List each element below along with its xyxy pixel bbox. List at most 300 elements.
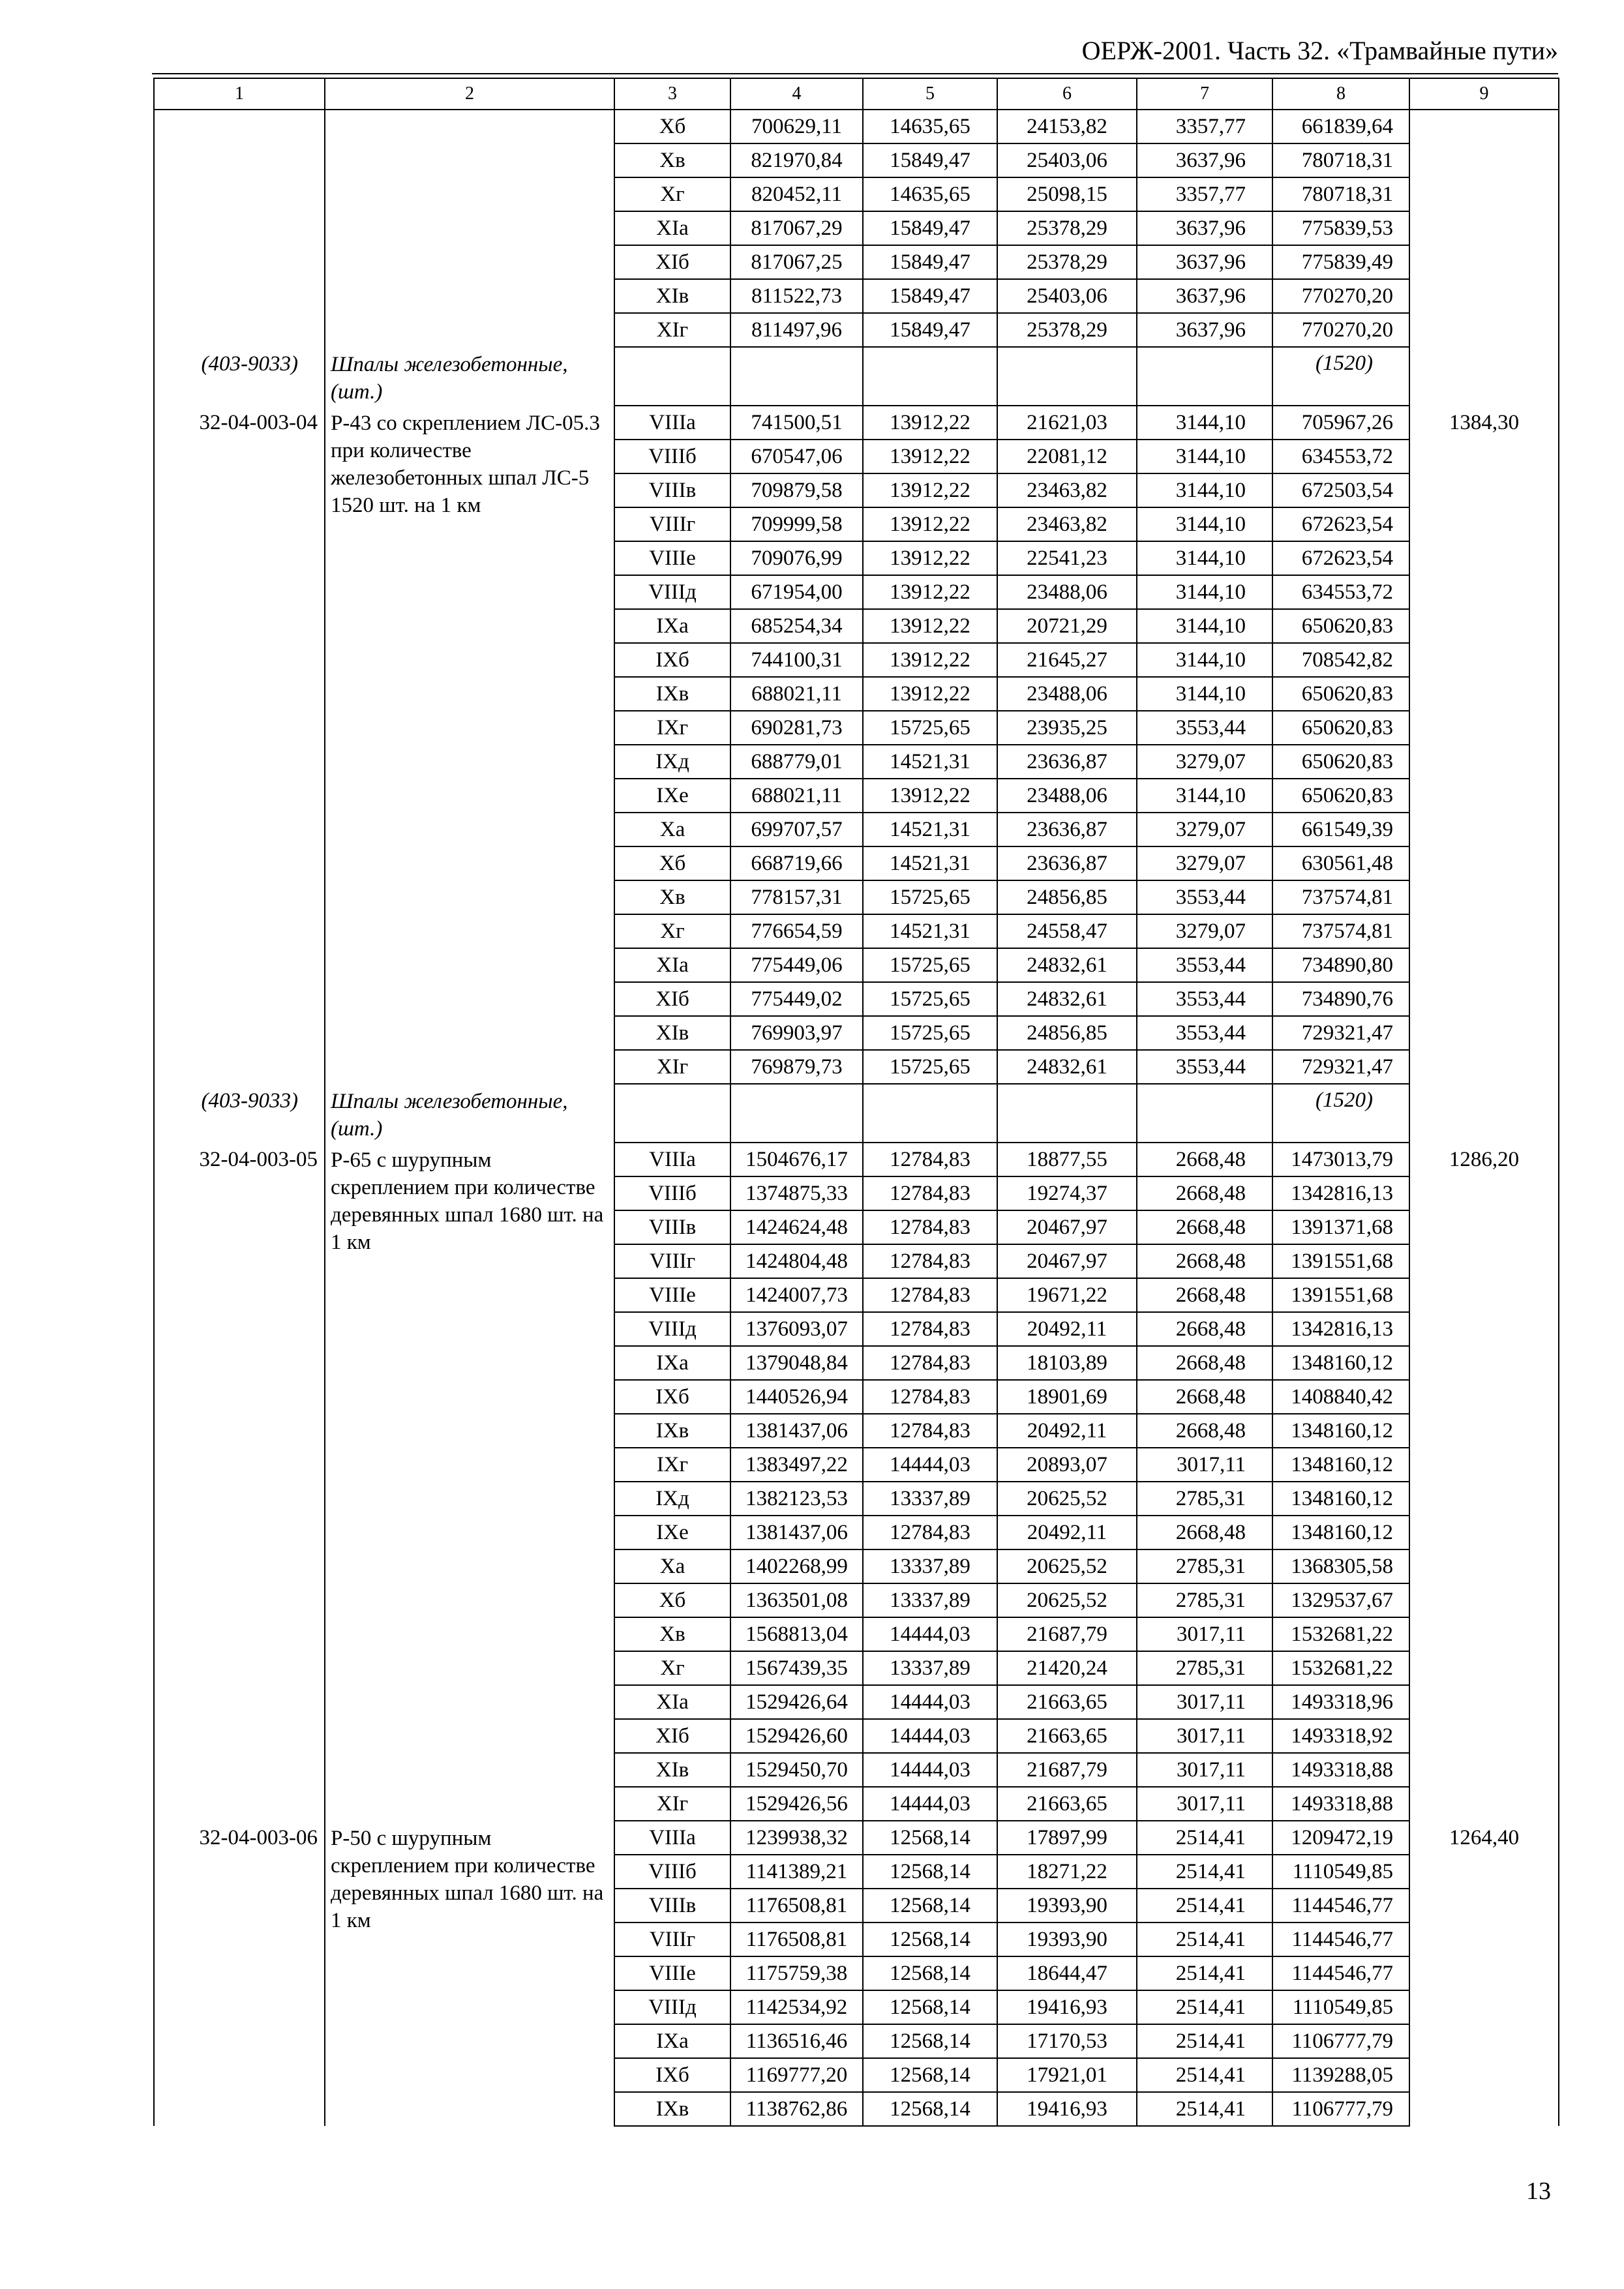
machine-operation-cell: 21663,65 — [997, 1787, 1137, 1821]
materials-cell: 1348160,12 — [1272, 1414, 1409, 1448]
labor-wages-cell: 12568,14 — [863, 1956, 997, 1990]
running-header: ОЕРЖ-2001. Часть 32. «Трамвайные пути» — [1081, 36, 1558, 65]
direct-cost-cell: 1376093,07 — [730, 1312, 863, 1346]
direct-cost-cell: 1381437,06 — [730, 1516, 863, 1549]
machinist-wages-cell: 3553,44 — [1137, 711, 1272, 745]
zone-cell: IXа — [614, 2024, 730, 2058]
direct-cost-cell: 688021,11 — [730, 677, 863, 711]
machinist-wages-cell: 3637,96 — [1137, 143, 1272, 177]
zone-cell: ХIа — [614, 1685, 730, 1719]
machine-operation-cell: 25403,06 — [997, 143, 1137, 177]
machinist-wages-cell: 3144,10 — [1137, 609, 1272, 643]
labor-cost-cell: 1384,30 — [1409, 406, 1559, 1084]
direct-cost-cell: 1383497,22 — [730, 1448, 863, 1482]
machinist-wages-cell: 2668,48 — [1137, 1210, 1272, 1244]
zone-cell: IXв — [614, 677, 730, 711]
direct-cost-cell: 1176508,81 — [730, 1889, 863, 1922]
zone-cell: IXе — [614, 1516, 730, 1549]
resource-quantity: (1520) — [1272, 347, 1409, 406]
col-header-3: 3 — [614, 78, 730, 110]
labor-wages-cell: 12568,14 — [863, 2024, 997, 2058]
direct-cost-cell: 1440526,94 — [730, 1380, 863, 1414]
materials-cell: 705967,26 — [1272, 406, 1409, 440]
machine-operation-cell: 18644,47 — [997, 1956, 1137, 1990]
labor-wages-cell: 15725,65 — [863, 1016, 997, 1050]
empty-cell — [730, 347, 863, 406]
machine-operation-cell: 21663,65 — [997, 1685, 1137, 1719]
labor-wages-cell: 12568,14 — [863, 1922, 997, 1956]
zone-cell: VIIIе — [614, 1956, 730, 1990]
machine-operation-cell: 20492,11 — [997, 1516, 1137, 1549]
col-header-8: 8 — [1272, 78, 1409, 110]
table-row — [154, 406, 1559, 440]
rate-description — [325, 110, 614, 347]
materials-cell: 1348160,12 — [1272, 1482, 1409, 1516]
machinist-wages-cell: 3144,10 — [1137, 541, 1272, 575]
zone-cell: ХIа — [614, 211, 730, 245]
empty-cell — [1137, 1084, 1272, 1143]
labor-wages-cell: 14444,03 — [863, 1448, 997, 1482]
materials-cell: 1144546,77 — [1272, 1889, 1409, 1922]
labor-cost-cell: 1286,20 — [1409, 1143, 1559, 1821]
machine-operation-cell: 21645,27 — [997, 643, 1137, 677]
zone-cell: VIIIа — [614, 1143, 730, 1176]
materials-cell: 1144546,77 — [1272, 1922, 1409, 1956]
machinist-wages-cell: 2668,48 — [1137, 1414, 1272, 1448]
labor-wages-cell: 13337,89 — [863, 1482, 997, 1516]
direct-cost-cell: 1141389,21 — [730, 1855, 863, 1889]
direct-cost-cell: 1529450,70 — [730, 1753, 863, 1787]
materials-cell: 734890,80 — [1272, 948, 1409, 982]
materials-cell: 1473013,79 — [1272, 1143, 1409, 1176]
zone-cell: IXд — [614, 1482, 730, 1516]
zone-cell: IXб — [614, 1380, 730, 1414]
zone-cell: IXд — [614, 745, 730, 779]
zone-cell: ХIв — [614, 1016, 730, 1050]
direct-cost-cell: 1374875,33 — [730, 1176, 863, 1210]
machinist-wages-cell: 3553,44 — [1137, 1016, 1272, 1050]
zone-cell: Ха — [614, 1549, 730, 1583]
labor-wages-cell: 14521,31 — [863, 745, 997, 779]
direct-cost-cell: 1379048,84 — [730, 1346, 863, 1380]
labor-wages-cell: 13912,22 — [863, 677, 997, 711]
materials-cell: 1391551,68 — [1272, 1244, 1409, 1278]
machine-operation-cell: 19416,93 — [997, 1990, 1137, 2024]
col-header-4: 4 — [730, 78, 863, 110]
machine-operation-cell: 22541,23 — [997, 541, 1137, 575]
col-header-7: 7 — [1137, 78, 1272, 110]
direct-cost-cell: 776654,59 — [730, 914, 863, 948]
direct-cost-cell: 1363501,08 — [730, 1583, 863, 1617]
machine-operation-cell: 23636,87 — [997, 813, 1137, 846]
empty-cell — [614, 1084, 730, 1143]
materials-cell: 661549,39 — [1272, 813, 1409, 846]
materials-cell: 1408840,42 — [1272, 1380, 1409, 1414]
labor-wages-cell: 15725,65 — [863, 1050, 997, 1084]
direct-cost-cell: 769903,97 — [730, 1016, 863, 1050]
direct-cost-cell: 1504676,17 — [730, 1143, 863, 1176]
machine-operation-cell: 18877,55 — [997, 1143, 1137, 1176]
labor-wages-cell: 15725,65 — [863, 948, 997, 982]
machinist-wages-cell: 2668,48 — [1137, 1244, 1272, 1278]
machinist-wages-cell: 3279,07 — [1137, 914, 1272, 948]
materials-cell: 650620,83 — [1272, 677, 1409, 711]
labor-wages-cell: 12784,83 — [863, 1312, 997, 1346]
labor-wages-cell: 14444,03 — [863, 1753, 997, 1787]
direct-cost-cell: 817067,29 — [730, 211, 863, 245]
machine-operation-cell: 21687,79 — [997, 1753, 1137, 1787]
zone-cell: VIIIд — [614, 1990, 730, 2024]
zone-cell: ХIв — [614, 279, 730, 313]
direct-cost-cell: 1176508,81 — [730, 1922, 863, 1956]
machinist-wages-cell: 2668,48 — [1137, 1346, 1272, 1380]
machine-operation-cell: 19416,93 — [997, 2092, 1137, 2126]
machine-operation-cell: 24832,61 — [997, 948, 1137, 982]
machine-operation-cell: 20492,11 — [997, 1414, 1137, 1448]
machine-operation-cell: 20467,97 — [997, 1244, 1137, 1278]
col-header-1: 1 — [154, 78, 325, 110]
direct-cost-cell: 1568813,04 — [730, 1617, 863, 1651]
materials-cell: 630561,48 — [1272, 846, 1409, 880]
column-number-row — [154, 78, 1559, 110]
labor-wages-cell: 12784,83 — [863, 1143, 997, 1176]
zone-cell: ХIб — [614, 1719, 730, 1753]
machine-operation-cell: 24153,82 — [997, 110, 1137, 143]
materials-cell: 1532681,22 — [1272, 1617, 1409, 1651]
materials-cell: 708542,82 — [1272, 643, 1409, 677]
zone-cell: IXв — [614, 1414, 730, 1448]
zone-cell: Хг — [614, 177, 730, 211]
labor-wages-cell: 14444,03 — [863, 1787, 997, 1821]
labor-wages-cell: 15725,65 — [863, 711, 997, 745]
machine-operation-cell: 23463,82 — [997, 507, 1137, 541]
machinist-wages-cell: 2514,41 — [1137, 1922, 1272, 1956]
machine-operation-cell: 20467,97 — [997, 1210, 1137, 1244]
zone-cell: Хг — [614, 1651, 730, 1685]
direct-cost-cell: 1424007,73 — [730, 1278, 863, 1312]
direct-cost-cell: 1175759,38 — [730, 1956, 863, 1990]
machinist-wages-cell: 3144,10 — [1137, 406, 1272, 440]
machine-operation-cell: 21621,03 — [997, 406, 1137, 440]
materials-cell: 1106777,79 — [1272, 2024, 1409, 2058]
col-header-2: 2 — [325, 78, 614, 110]
machinist-wages-cell: 2668,48 — [1137, 1176, 1272, 1210]
machinist-wages-cell: 3017,11 — [1137, 1685, 1272, 1719]
labor-wages-cell: 12784,83 — [863, 1244, 997, 1278]
zone-cell: IXг — [614, 711, 730, 745]
machine-operation-cell: 24832,61 — [997, 982, 1137, 1016]
machine-operation-cell: 21687,79 — [997, 1617, 1137, 1651]
machinist-wages-cell: 2785,31 — [1137, 1549, 1272, 1583]
zone-cell: Хв — [614, 880, 730, 914]
labor-wages-cell: 15849,47 — [863, 143, 997, 177]
materials-cell: 1139288,05 — [1272, 2058, 1409, 2092]
labor-wages-cell: 15849,47 — [863, 313, 997, 347]
machine-operation-cell: 23488,06 — [997, 677, 1137, 711]
materials-cell: 737574,81 — [1272, 880, 1409, 914]
labor-wages-cell: 13337,89 — [863, 1549, 997, 1583]
direct-cost-cell: 709879,58 — [730, 473, 863, 507]
labor-wages-cell: 14444,03 — [863, 1617, 997, 1651]
materials-cell: 775839,53 — [1272, 211, 1409, 245]
machine-operation-cell: 23488,06 — [997, 575, 1137, 609]
labor-wages-cell: 12784,83 — [863, 1210, 997, 1244]
resource-code: (403-9033) — [154, 347, 325, 406]
direct-cost-cell: 670547,06 — [730, 440, 863, 473]
zone-cell: ХIб — [614, 982, 730, 1016]
materials-cell: 1342816,13 — [1272, 1176, 1409, 1210]
empty-cell — [1409, 347, 1559, 406]
direct-cost-cell: 741500,51 — [730, 406, 863, 440]
machinist-wages-cell: 2514,41 — [1137, 1821, 1272, 1855]
labor-wages-cell: 15725,65 — [863, 982, 997, 1016]
labor-wages-cell: 14635,65 — [863, 177, 997, 211]
zone-cell: VIIIд — [614, 575, 730, 609]
table-row — [154, 110, 1559, 143]
machinist-wages-cell: 3637,96 — [1137, 313, 1272, 347]
materials-cell: 734890,76 — [1272, 982, 1409, 1016]
resource-name: Шпалы железобетонные, (шт.) — [325, 347, 614, 406]
materials-cell: 1532681,22 — [1272, 1651, 1409, 1685]
machine-operation-cell: 23488,06 — [997, 779, 1137, 813]
machine-operation-cell: 25403,06 — [997, 279, 1137, 313]
machine-operation-cell: 21420,24 — [997, 1651, 1137, 1685]
labor-wages-cell: 14635,65 — [863, 110, 997, 143]
materials-cell: 1110549,85 — [1272, 1855, 1409, 1889]
machinist-wages-cell: 3279,07 — [1137, 846, 1272, 880]
materials-cell: 672623,54 — [1272, 507, 1409, 541]
labor-wages-cell: 12784,83 — [863, 1176, 997, 1210]
materials-cell: 770270,20 — [1272, 313, 1409, 347]
machinist-wages-cell: 2785,31 — [1137, 1583, 1272, 1617]
direct-cost-cell: 1529426,60 — [730, 1719, 863, 1753]
direct-cost-cell: 820452,11 — [730, 177, 863, 211]
direct-cost-cell: 1567439,35 — [730, 1651, 863, 1685]
materials-cell: 672503,54 — [1272, 473, 1409, 507]
rate-description: Р-65 с шурупным скреплением при количестве деревянных шпал 1680 шт. на 1 км — [325, 1143, 614, 1821]
machine-operation-cell: 20893,07 — [997, 1448, 1137, 1482]
direct-cost-cell: 775449,06 — [730, 948, 863, 982]
zone-cell: VIIIб — [614, 1176, 730, 1210]
direct-cost-cell: 709999,58 — [730, 507, 863, 541]
machine-operation-cell: 23636,87 — [997, 745, 1137, 779]
zone-cell: VIIIе — [614, 541, 730, 575]
machinist-wages-cell: 2514,41 — [1137, 1855, 1272, 1889]
machinist-wages-cell: 3017,11 — [1137, 1753, 1272, 1787]
direct-cost-cell: 688779,01 — [730, 745, 863, 779]
labor-wages-cell: 14444,03 — [863, 1719, 997, 1753]
machine-operation-cell: 18901,69 — [997, 1380, 1137, 1414]
materials-cell: 634553,72 — [1272, 440, 1409, 473]
zone-cell: Хв — [614, 143, 730, 177]
materials-cell: 780718,31 — [1272, 177, 1409, 211]
machinist-wages-cell: 3017,11 — [1137, 1719, 1272, 1753]
machine-operation-cell: 24832,61 — [997, 1050, 1137, 1084]
labor-wages-cell: 15849,47 — [863, 211, 997, 245]
materials-cell: 650620,83 — [1272, 609, 1409, 643]
machine-operation-cell: 24558,47 — [997, 914, 1137, 948]
zone-cell: ХIа — [614, 948, 730, 982]
machine-operation-cell: 25378,29 — [997, 245, 1137, 279]
machine-operation-cell: 20625,52 — [997, 1482, 1137, 1516]
machine-operation-cell: 18271,22 — [997, 1855, 1137, 1889]
rate-description: Р-43 со скреплением ЛС-05.3 при количестве железобетонных шпал ЛС-5 1520 шт. на 1 км — [325, 406, 614, 1084]
zone-cell: IXе — [614, 779, 730, 813]
resource-name: Шпалы железобетонные, (шт.) — [325, 1084, 614, 1143]
zone-cell: ХIб — [614, 245, 730, 279]
materials-cell: 729321,47 — [1272, 1016, 1409, 1050]
machine-operation-cell: 18103,89 — [997, 1346, 1137, 1380]
labor-wages-cell: 13912,22 — [863, 507, 997, 541]
rate-description: Р-50 с шурупным скреплением при количестве деревянных шпал 1680 шт. на 1 км — [325, 1821, 614, 2126]
labor-wages-cell: 12784,83 — [863, 1346, 997, 1380]
machine-operation-cell: 25098,15 — [997, 177, 1137, 211]
labor-wages-cell: 12784,83 — [863, 1516, 997, 1549]
materials-cell: 1329537,67 — [1272, 1583, 1409, 1617]
empty-cell — [1409, 1084, 1559, 1143]
direct-cost-cell: 1169777,20 — [730, 2058, 863, 2092]
direct-cost-cell: 685254,34 — [730, 609, 863, 643]
machinist-wages-cell: 3144,10 — [1137, 643, 1272, 677]
direct-cost-cell: 688021,11 — [730, 779, 863, 813]
direct-cost-cell: 700629,11 — [730, 110, 863, 143]
labor-wages-cell: 13912,22 — [863, 643, 997, 677]
direct-cost-cell: 1239938,32 — [730, 1821, 863, 1855]
zone-cell: IXв — [614, 2092, 730, 2126]
machinist-wages-cell: 3637,96 — [1137, 245, 1272, 279]
machinist-wages-cell: 3553,44 — [1137, 982, 1272, 1016]
resource-code: (403-9033) — [154, 1084, 325, 1143]
machinist-wages-cell: 2514,41 — [1137, 1889, 1272, 1922]
labor-wages-cell: 12568,14 — [863, 1855, 997, 1889]
materials-cell: 1493318,88 — [1272, 1787, 1409, 1821]
direct-cost-cell: 744100,31 — [730, 643, 863, 677]
empty-cell — [1137, 347, 1272, 406]
machine-operation-cell: 19393,90 — [997, 1889, 1137, 1922]
machinist-wages-cell: 2514,41 — [1137, 1990, 1272, 2024]
direct-cost-cell: 1424624,48 — [730, 1210, 863, 1244]
materials-cell: 1493318,96 — [1272, 1685, 1409, 1719]
labor-wages-cell: 12568,14 — [863, 1990, 997, 2024]
zone-cell: IXб — [614, 643, 730, 677]
machinist-wages-cell: 2785,31 — [1137, 1651, 1272, 1685]
direct-cost-cell: 811522,73 — [730, 279, 863, 313]
labor-wages-cell: 12568,14 — [863, 2058, 997, 2092]
labor-wages-cell: 13912,22 — [863, 406, 997, 440]
machinist-wages-cell: 3637,96 — [1137, 211, 1272, 245]
machine-operation-cell: 25378,29 — [997, 211, 1137, 245]
machine-operation-cell: 19393,90 — [997, 1922, 1137, 1956]
machinist-wages-cell: 3144,10 — [1137, 440, 1272, 473]
zone-cell: IXб — [614, 2058, 730, 2092]
machinist-wages-cell: 2668,48 — [1137, 1278, 1272, 1312]
zone-cell: Хб — [614, 110, 730, 143]
machine-operation-cell: 17897,99 — [997, 1821, 1137, 1855]
materials-cell: 1209472,19 — [1272, 1821, 1409, 1855]
rate-code: 32-04-003-04 — [154, 406, 325, 1084]
machinist-wages-cell: 3279,07 — [1137, 813, 1272, 846]
labor-wages-cell: 15725,65 — [863, 880, 997, 914]
materials-cell: 1348160,12 — [1272, 1448, 1409, 1482]
labor-wages-cell: 12784,83 — [863, 1278, 997, 1312]
labor-wages-cell: 13912,22 — [863, 440, 997, 473]
materials-cell: 780718,31 — [1272, 143, 1409, 177]
zone-cell: VIIIв — [614, 1210, 730, 1244]
materials-cell: 661839,64 — [1272, 110, 1409, 143]
machinist-wages-cell: 2514,41 — [1137, 2058, 1272, 2092]
labor-wages-cell: 12784,83 — [863, 1380, 997, 1414]
materials-cell: 650620,83 — [1272, 779, 1409, 813]
zone-cell: VIIIг — [614, 1244, 730, 1278]
labor-wages-cell: 14444,03 — [863, 1685, 997, 1719]
header-rule — [152, 73, 1558, 74]
col-header-9: 9 — [1409, 78, 1559, 110]
materials-cell: 650620,83 — [1272, 745, 1409, 779]
direct-cost-cell: 671954,00 — [730, 575, 863, 609]
machine-operation-cell: 25378,29 — [997, 313, 1137, 347]
labor-wages-cell: 13912,22 — [863, 575, 997, 609]
resource-quantity: (1520) — [1272, 1084, 1409, 1143]
col-header-6: 6 — [997, 78, 1137, 110]
machine-operation-cell: 17170,53 — [997, 2024, 1137, 2058]
labor-cost-cell — [1409, 110, 1559, 347]
zone-cell: VIIIб — [614, 440, 730, 473]
materials-cell: 1348160,12 — [1272, 1516, 1409, 1549]
machine-operation-cell: 20721,29 — [997, 609, 1137, 643]
direct-cost-cell: 769879,73 — [730, 1050, 863, 1084]
machinist-wages-cell: 2668,48 — [1137, 1380, 1272, 1414]
labor-wages-cell: 13912,22 — [863, 609, 997, 643]
zone-cell: VIIIа — [614, 1821, 730, 1855]
zone-cell: IXа — [614, 1346, 730, 1380]
zone-cell: Хб — [614, 846, 730, 880]
machinist-wages-cell: 2668,48 — [1137, 1516, 1272, 1549]
machinist-wages-cell: 3017,11 — [1137, 1787, 1272, 1821]
direct-cost-cell: 1382123,53 — [730, 1482, 863, 1516]
materials-cell: 1391551,68 — [1272, 1278, 1409, 1312]
labor-wages-cell: 13337,89 — [863, 1651, 997, 1685]
materials-cell: 1391371,68 — [1272, 1210, 1409, 1244]
direct-cost-cell: 690281,73 — [730, 711, 863, 745]
labor-wages-cell: 13337,89 — [863, 1583, 997, 1617]
zone-cell: Хв — [614, 1617, 730, 1651]
empty-cell — [863, 1084, 997, 1143]
machinist-wages-cell: 3144,10 — [1137, 677, 1272, 711]
zone-cell: VIIIа — [614, 406, 730, 440]
materials-cell: 1106777,79 — [1272, 2092, 1409, 2126]
materials-cell: 1348160,12 — [1272, 1346, 1409, 1380]
machine-operation-cell: 20492,11 — [997, 1312, 1137, 1346]
direct-cost-cell: 668719,66 — [730, 846, 863, 880]
machine-operation-cell: 22081,12 — [997, 440, 1137, 473]
materials-cell: 1493318,92 — [1272, 1719, 1409, 1753]
machinist-wages-cell: 2668,48 — [1137, 1312, 1272, 1346]
machinist-wages-cell: 2514,41 — [1137, 1956, 1272, 1990]
machine-operation-cell: 20625,52 — [997, 1583, 1137, 1617]
empty-cell — [997, 1084, 1137, 1143]
labor-wages-cell: 15849,47 — [863, 279, 997, 313]
materials-cell: 1110549,85 — [1272, 1990, 1409, 2024]
direct-cost-cell: 1381437,06 — [730, 1414, 863, 1448]
machine-operation-cell: 23636,87 — [997, 846, 1137, 880]
materials-cell: 1144546,77 — [1272, 1956, 1409, 1990]
direct-cost-cell: 1142534,92 — [730, 1990, 863, 2024]
zone-cell: VIIIг — [614, 507, 730, 541]
zone-cell: ХIг — [614, 1050, 730, 1084]
machine-operation-cell: 24856,85 — [997, 880, 1137, 914]
zone-cell: VIIIв — [614, 473, 730, 507]
zone-cell: VIIIе — [614, 1278, 730, 1312]
